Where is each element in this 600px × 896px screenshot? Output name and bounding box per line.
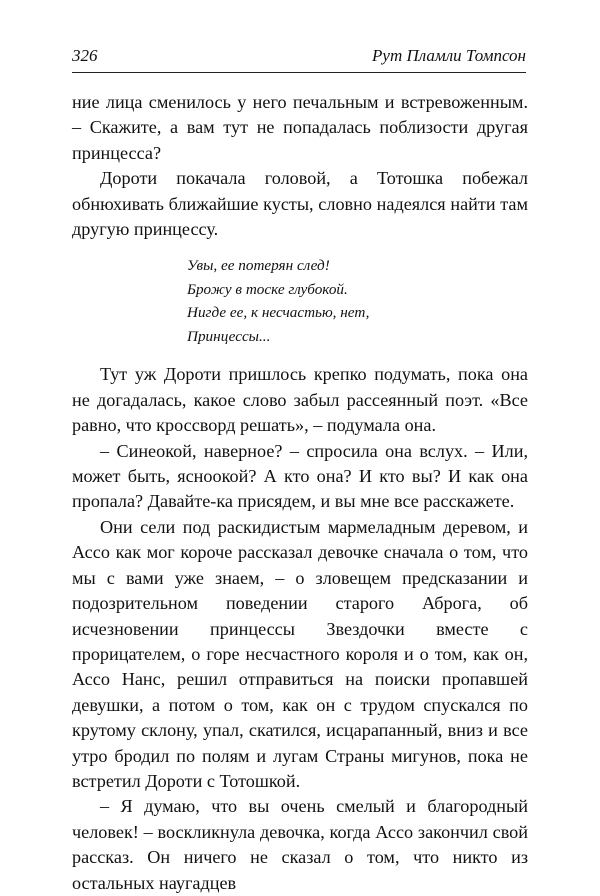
poem bbox=[187, 254, 528, 348]
poem-line: Увы, ее потерян след! bbox=[187, 257, 330, 275]
body-text bbox=[72, 90, 528, 896]
paragraph: Тут уж Дороти пришлось крепко подумать, пока она не догадалась, какое слово забыл рассеянный поэт. «Все равно, что кроссворд решать», – подумала она. bbox=[72, 364, 528, 436]
page-header bbox=[72, 44, 526, 73]
poem-line: Брожу в тоске глубокой. bbox=[187, 280, 348, 298]
poem-line: Принцессы... bbox=[187, 327, 271, 345]
poem-line: Нигде ее, к несчастью, нет, bbox=[187, 304, 370, 322]
running-title: Рут Пламли Томпсон bbox=[372, 46, 526, 65]
paragraph: – Я думаю, что вы очень смелый и благородный человек! – воскликнула девочка, когда Ассо закончил свой рассказ. Он ничего не сказал о том, что никто из остальных наугадцев bbox=[72, 796, 528, 893]
paragraph: Дороти покачала головой, а Тотошка побежал обнюхивать ближайшие кусты, словно надеялся найти там другую принцессу. bbox=[72, 168, 528, 240]
paragraph: Они сели под раскидистым мармеладным деревом, и Ассо как мог короче рассказал девочке сначала о том, что мы с вами уже знаем, – о зловещем предсказании и подозрительном поведении старого Аброга, об исчезновении принцессы Звездочки вместе с прорицателем, о горе несчастного короля и о том, как он, Ассо Нанс, решил отправиться на поиски пропавшей девушки, а потом о том, как он с трудом спускался по крутому склону, упал, скатился, исцарапанный, вниз и все утро бродил по полям и лугам Страны мигунов, пока не встретил Дороти с Тотошкой. bbox=[72, 516, 528, 791]
page-number: 326 bbox=[72, 46, 98, 65]
paragraph: ние лица сменилось у него печальным и встревоженным. – Скажите, а вам тут не попадалась поблизости другая принцесса? bbox=[72, 92, 528, 163]
paragraph: – Синеокой, наверное? – спросила она вслух. – Или, может быть, ясноокой? А кто она? И кто вы? И как она пропала? Давайте-ка присядем, и вы мне все расскажете. bbox=[72, 440, 528, 512]
